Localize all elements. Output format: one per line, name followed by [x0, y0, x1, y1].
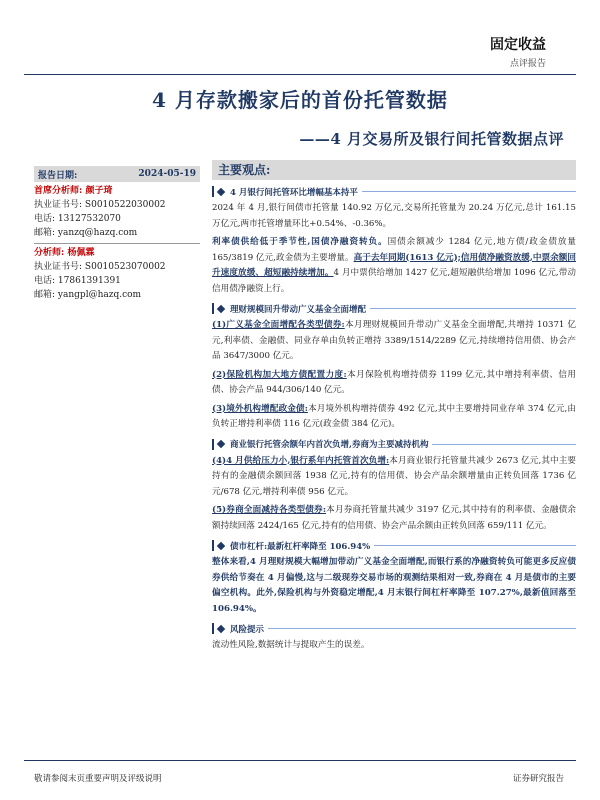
section-paragraph: (2)保险机构加大地方债配置力度:本月保险机构增持债券 1199 亿元,其中增持利率债、信用债、协会产品 944/306/140 亿元。 [212, 369, 576, 395]
section-heading: 4 月银行间托管环比增幅基本持平 [212, 185, 576, 198]
section-heading: 债市杠杆:最新杠杆率降至 106.94% [212, 539, 576, 552]
analyst-cert: 执业证书号: S0010523070002 [34, 262, 166, 272]
key-views-heading: 主要观点: [212, 160, 576, 180]
header-divider [24, 74, 576, 75]
section-paragraph: 2024 年 4 月,银行间债市托管量 140.92 万亿元,交易所托管量为 20.24 万亿元,总计 161.15 万亿元,两市托管增量环比+0.54%、-0.36%。 [212, 203, 576, 229]
section-paragraph: (3)境外机构增配政金债:本月境外机构增持债券 492 亿元,其中主要增持同业存单 374 亿元,由负转正增持利率债 116 亿元(政金债 384 亿元)。 [212, 403, 576, 429]
footer-divider [24, 760, 576, 761]
analyst-email[interactable]: 邮箱: yanzq@hazq.com [34, 228, 138, 238]
page-title: 4 月存款搬家后的首份托管数据 [152, 88, 448, 112]
analyst-role: 分析师: 杨佩霖 [34, 248, 95, 258]
diamond-icon [217, 187, 225, 195]
section-heading: 风险提示 [212, 622, 576, 635]
diamond-icon [217, 440, 225, 448]
analyst-phone: 电话: 17861391391 [34, 276, 121, 286]
analyst-block [34, 247, 200, 302]
report-date-bar [34, 166, 200, 182]
section-paragraph: (1)广义基金全面增配各类型债券:本月理财规模回升带动广义基金全面增配,共增持 10371 亿元,利率债、金融债、同业存单由负转正增持 3389/1514/2289 亿元,持续增持信用债、协会产品 3647/3000 亿元。 [212, 320, 576, 361]
diamond-icon [217, 541, 225, 549]
report-subcategory: 点评报告 [509, 59, 546, 69]
section-paragraph: 利率债供给低于季节性,国债净融资转负。国债余额减少 1284 亿元,地方债/政金债放量 165/3819 亿元,政金债为主要增量。高于去年同期(1613 亿元);信用债净融资放缓,中票余额回升速度放缓、超短融持续增加。4 月中票供给增加 1427 亿元,超短融供给增加 1096 亿元,带动信用债净融资上行。 [212, 237, 576, 294]
sidebar-divider [34, 243, 200, 244]
analyst-role: 首席分析师: 颜子琦 [34, 186, 113, 196]
report-category: 固定收益 [490, 37, 546, 53]
diamond-icon [217, 624, 225, 632]
disclaimer-note: 敬请参阅末页重要声明及评级说明 [34, 774, 162, 784]
section-paragraph: 流动性风险,数据统计与提取产生的误差。 [212, 640, 370, 650]
analyst-cert: 执业证书号: S0010522030002 [34, 200, 166, 210]
page-subtitle: ——4 月交易所及银行间托管数据点评 [299, 130, 564, 148]
section-heading: 商业银行托管余额年内首次负增,券商为主要减持机构 [212, 438, 576, 451]
footer-label: 证券研究报告 [512, 774, 564, 784]
main-content [212, 160, 576, 654]
report-date: 2024-05-19 [138, 169, 196, 179]
diamond-icon [217, 304, 225, 312]
section-paragraph: 整体来看,4 月理财规模大幅增加带动广义基金全面增配,而银行系的净融资转负可能更多反应债券供给节奏在 4 月偏慢,这与二级现券交易市场的观测结果相对一致,券商在 4 月是债市的主要偏空机构。此外,保险机构与外资稳定增配,4 月末银行间杠杆率降至 107.27%,最新值回落至 106.94%。 [212, 557, 576, 614]
analyst-email[interactable]: 邮箱: yangpl@hazq.com [34, 290, 142, 300]
section-paragraph: (5)券商全面减持各类型债券:本月券商托管量共减少 3197 亿元,其中持有的利率债、金融债余额持续回落 2424/165 亿元,持有的信用债、协会产品余额由正转负回落 659/111 亿元。 [212, 505, 576, 531]
analyst-block [34, 185, 200, 240]
report-date-label: 报告日期: [38, 170, 78, 181]
section-paragraph: (4)4 月供给压力小,银行系年内托管首次负增:本月商业银行托管量共减少 2673 亿元,其中主要持有的金融债余额回落 1938 亿元,持有的信用债、协会产品余额增量由正转负回落 1736 亿元/678 亿元,增持利率债 956 亿元。 [212, 455, 576, 497]
analyst-name: 颜子琦 [85, 186, 113, 196]
analyst-sidebar [34, 166, 200, 303]
analyst-name: 杨佩霖 [67, 248, 95, 258]
section-heading: 理财规模回升带动广义基金全面增配 [212, 302, 576, 315]
analyst-phone: 电话: 13127532070 [34, 214, 121, 224]
